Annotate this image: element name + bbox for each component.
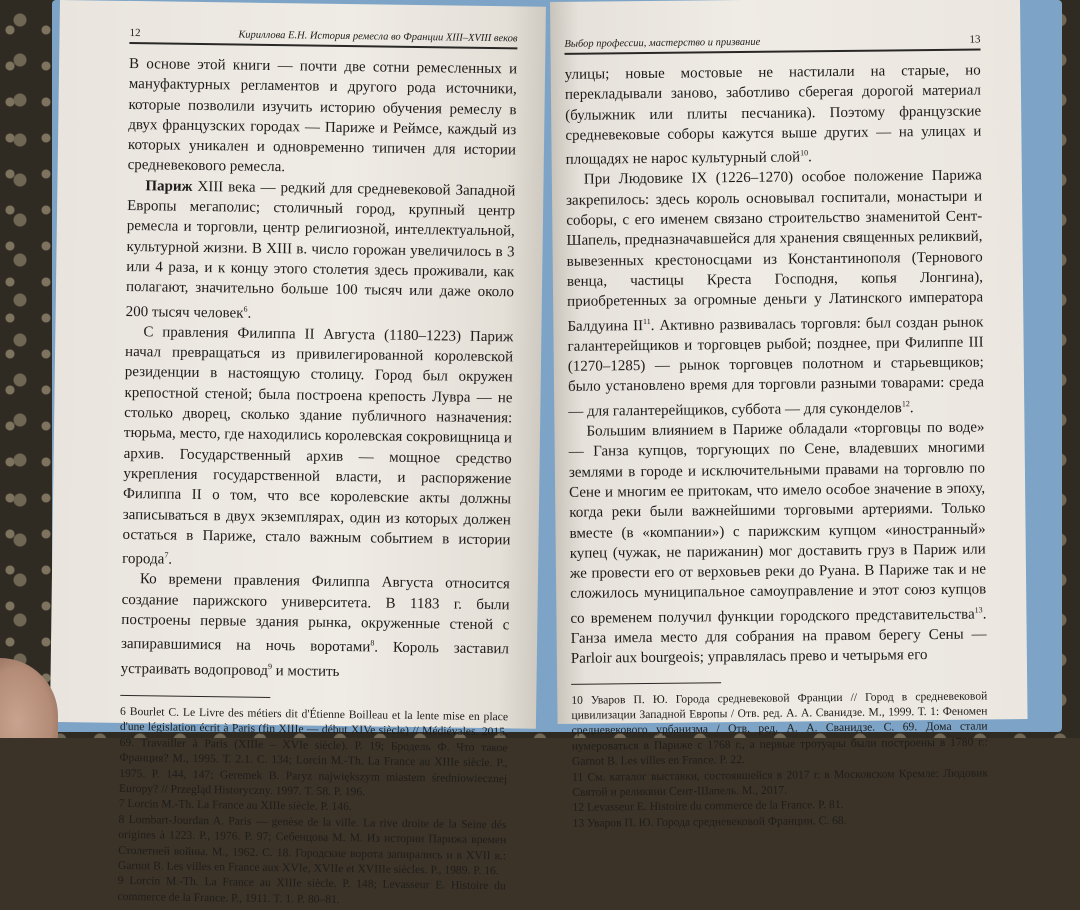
footnote: 12 Levasseur E. Histoire du commerce de la France. P. 81. xyxy=(572,798,844,815)
right-footnotes xyxy=(571,688,988,831)
paragraph: Париж XIII века — редкий для средневековой Западной Европы мегаполис; столичный город, крупный центр ремесла и торговли, центр религиозной, интеллектуальной, культурной жизни. В XIII в. число горожан увеличилось в 3 или 4 раза, и к концу этого столетия здесь проживали, как полагают, значительно больше 100 тысяч или даже около 200 тысяч человек$^6$. xyxy=(125,177,516,322)
right-page-header xyxy=(564,33,980,54)
note-ref: 10 xyxy=(800,148,809,158)
left-page-header xyxy=(129,27,517,49)
left-page-number: 12 xyxy=(129,26,141,40)
paragraph: С правления Филиппа II Августа (1180–1223) Париж начал превращаться из привилегированной королевской резиденции в настоящую столицу. Город был окружен крепостной стеной; была построена крепость Лувра — не столько дворец, сколько здание публичного назначения: тюрьма, место, где находились королевская сокровищница и архив. Государственный архив — мощное средство укрепления государственной власти, и распоряжение Филиппа II о том, что все королевские акты должны записываться в двух экземплярах, один из которых должен остаться в Париже, стало важным событием в истории города$^7$. xyxy=(122,324,514,568)
note-ref: 7 xyxy=(164,550,169,560)
right-page-number: 13 xyxy=(969,33,981,46)
footnote: 9 Lorcin M.-Th. La France au XIIIe siècle. P. 148; Levasseur E. Histoire du commerce de la France. P., 1911. T. 1. P. 80–81. xyxy=(117,874,506,906)
footnote: 6 Bourlet C. Le Livre des métiers dit d'Étienne Boilleau et la lente mise en place d'une législation écrit à Paris (fin XIIIe — début XIVe siècle) // Médiévales. 2015. 69. Travailler à Paris (XIIIe – XVIe siècle). P. 19; Бродель Ф. Что такое Франция? М., 1995. Т. 2.1. С. 134; Lorcin M.-Th. La France au XIIIe siècle. P., 1975. P. 144, 147; Geremek B. Paryz największym miastem średniowiecznej Europy? // Przegląd Historyczny. 1997. T. 58. P. 196. xyxy=(118,704,509,799)
paragraph: При Людовике IX (1226–1270) особое положение Парижа закрепилось: здесь король основывал госпитали, монастыри и соборы, с его именем связано строительство знаменитой Сент-Шапель, предназначавшейся для хранения священных реликвий, вывезенных крестоносцами из Константинополя (Тернового венца, частицы Креста Господня, копья Лонгина), приобретенных за огромные деньги у Латинского императора Балдуина II$^{11}$. Активно развивалась торговля: был создан рынок галантерейщиков и торговцев рыбой; позднее, при Филиппе III (1270–1285) — рынок торговцев полотном и старьевщиков; было установлено время для торговли разными товарами: среда — для галантерейщиков, суббота — для суконделов$^{12}$. xyxy=(565,167,985,420)
note-ref: 6 xyxy=(243,304,248,314)
footnote: 11 См. каталог выставки, состоявшейся в 2017 г. в Московском Кремле: Людовик Святой и реликвии Сент-Шапель. М., 2017. xyxy=(572,766,989,799)
paragraph: улицы; новые мостовые не настилали на старые, но перекладывали заново, заботливо сберегая дорогой материал (булыжник или плиты песчаника). Поэтому французские средневековые соборы кажутся выше других — на улицах и площадях не нарос культурный слой$^{10}$. xyxy=(564,62,982,169)
paragraph: Большим влиянием в Париже обладали «торговцы по воде» — Ганза купцов, торгующих по Сене, владевших многими землями в городе и исключительными правами на торговлю по Сене и многим ее притокам, что имело особое значение в эпоху, когда реки были важнейшими торговыми артериями. Только вместе (в «компании») с парижским купцом «иностранный» купец (чужак, не парижанин) мог доставить груз в Париж или же провести его от верховьев реки до Руана. В Париже так и не сложилось муниципальное самоуправление и этот союз купцов со временем получил функции городского представительства$^{13}$. Ганза имела место для собрания на правом берегу Сены — Parloir aux bourgeois; управлялась прево и четырьмя его xyxy=(568,419,987,668)
right-page-body xyxy=(565,60,987,669)
footnote: 7 Lorcin M.-Th. La France au XIIIe siècle. P. 146. xyxy=(118,797,352,814)
right-running-title: Выбор профессии, мастерство и призвание xyxy=(564,36,761,50)
note-ref: 13 xyxy=(974,605,983,615)
paragraph: В основе этой книги — почти две сотни ремесленных и мануфактурных регламентов и другого рода источники, которые позволили изучить историю обучения ремеслу в двух французских городах — Париже и Реймсе, каждый из которых уникален и одновременно типичен для истории средневекового ремесла. xyxy=(127,55,518,176)
left-running-title: Кириллова Е.Н. История ремесла во Франции XIII–XVIII веков xyxy=(238,29,518,45)
note-ref: 9 xyxy=(267,661,273,671)
note-ref: 12 xyxy=(901,399,910,409)
left-page xyxy=(50,0,546,906)
note-ref: 8 xyxy=(370,638,375,648)
note-ref: 11 xyxy=(642,316,651,326)
paragraph: Ко времени правления Филиппа Августа относится создание парижского университета. В 1183 г. были построены первые здания рынка, окруженные стеной с запиравшимися на ночь воротами$^8$. Король заставил устраивать водопровод$^9$ и мостить xyxy=(120,571,510,680)
footnote: 10 Уваров П. Ю. Города средневековой Франции // Город в средневековой цивилизации Западной Европы / Отв. ред. А. А. Сванидзе. М., 1999. Т. 1: Феномен средневекового урбанизма / Отв. ред. А. А. Сванидзе. С. 69. Дома стали нумероваться в Париже с 1768 г., а первые тротуары были построены в 1780 г.: Garnot B. Les villes en France. P. 22. xyxy=(571,689,988,769)
left-footnotes xyxy=(117,704,508,910)
right-page xyxy=(550,0,1028,830)
left-page-body xyxy=(121,54,518,684)
footnote: 8 Lombart-Jourdan A. Paris — genèse de la ville. La rive droite de la Seine dés origines à 1223. P., 1976. P. 97; Себенцова М. М. Из истории Парижа времен Столетней войны. М., 1962. С. 18. Городские ворота запирались и в XVII в.: Garnot B. Les villes en France aux XVIe, XVIIe et XVIIIe siècles. P., 1989. P. 16. xyxy=(117,812,507,878)
bold-term-paris: Париж xyxy=(145,177,193,195)
footnote: 13 Уваров П. Ю. Города средневековой Франции. С. 68. xyxy=(572,813,847,830)
